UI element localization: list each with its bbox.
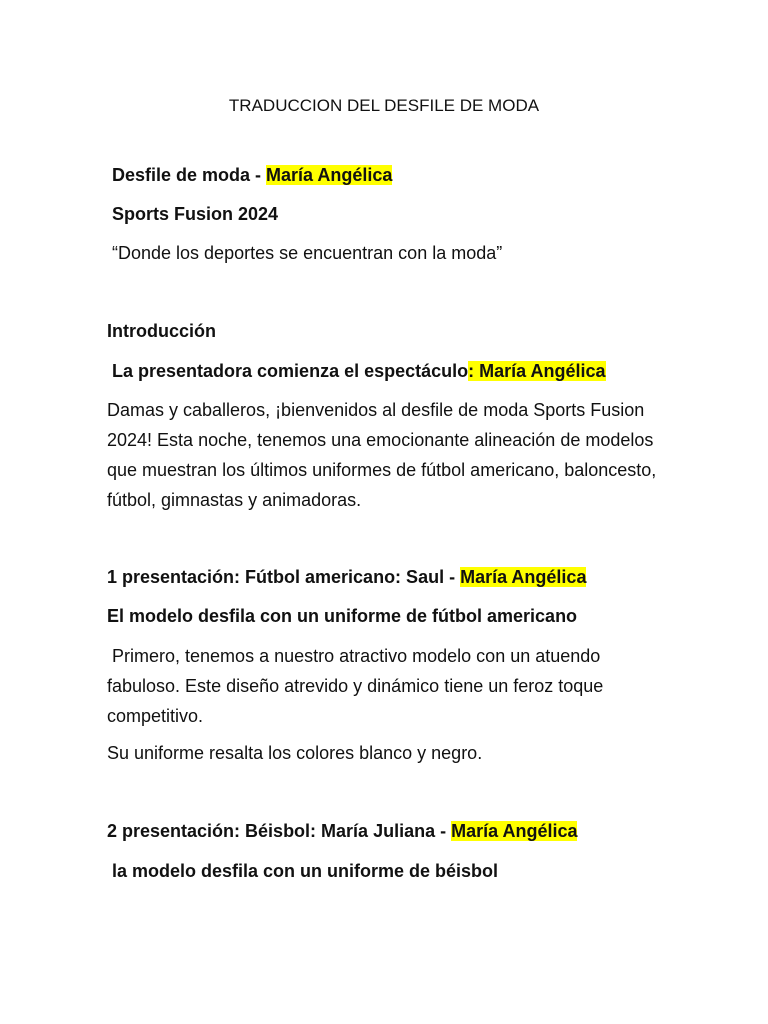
tagline: “Donde los deportes se encuentran con la moda” [107, 243, 503, 263]
intro-presenter-prefix: La presentadora comienza el espectáculo [107, 361, 469, 381]
section2-heading-highlight: María Angélica [451, 821, 578, 841]
section1-heading-highlight: María Angélica [460, 567, 587, 587]
section1-heading-prefix: 1 presentación: Fútbol americano: Saul - [107, 567, 461, 587]
section2-heading [107, 820, 577, 842]
intro-presenter-highlight: : María Angélica [468, 361, 606, 381]
intro-heading: Introducción [107, 321, 216, 341]
section1-subheading: El modelo desfila con un uniforme de fútbol americano [107, 606, 578, 626]
header-line-2: Sports Fusion 2024 [107, 204, 279, 224]
document-title: TRADUCCION DEL DESFILE DE MODA [228, 96, 540, 115]
section1-paragraph-2: Su uniforme resalta los colores blanco y negro. [107, 743, 483, 763]
section1-paragraph-1: Primero, tenemos a nuestro atractivo modelo con un atuendo fabuloso. Este diseño atrevido y dinámico tiene un feroz toque competitivo. [107, 646, 609, 726]
header-line-1-highlight: María Angélica [266, 165, 393, 185]
section2-heading-prefix: 2 presentación: Béisbol: María Juliana - [107, 821, 452, 841]
section2-subheading: la modelo desfila con un uniforme de béisbol [107, 861, 499, 881]
header-line-1-prefix: Desfile de moda - [107, 165, 267, 185]
intro-presenter-line [107, 360, 606, 382]
intro-paragraph: Damas y caballeros, ¡bienvenidos al desfile de moda Sports Fusion 2024! Esta noche, tenemos una emocionante alineación de modelos que muestran los últimos uniformes de fútbol americano, baloncesto, fútbol, gimnastas y animadoras. [107, 400, 657, 510]
header-line-1 [107, 164, 392, 186]
section1-heading [107, 566, 586, 588]
